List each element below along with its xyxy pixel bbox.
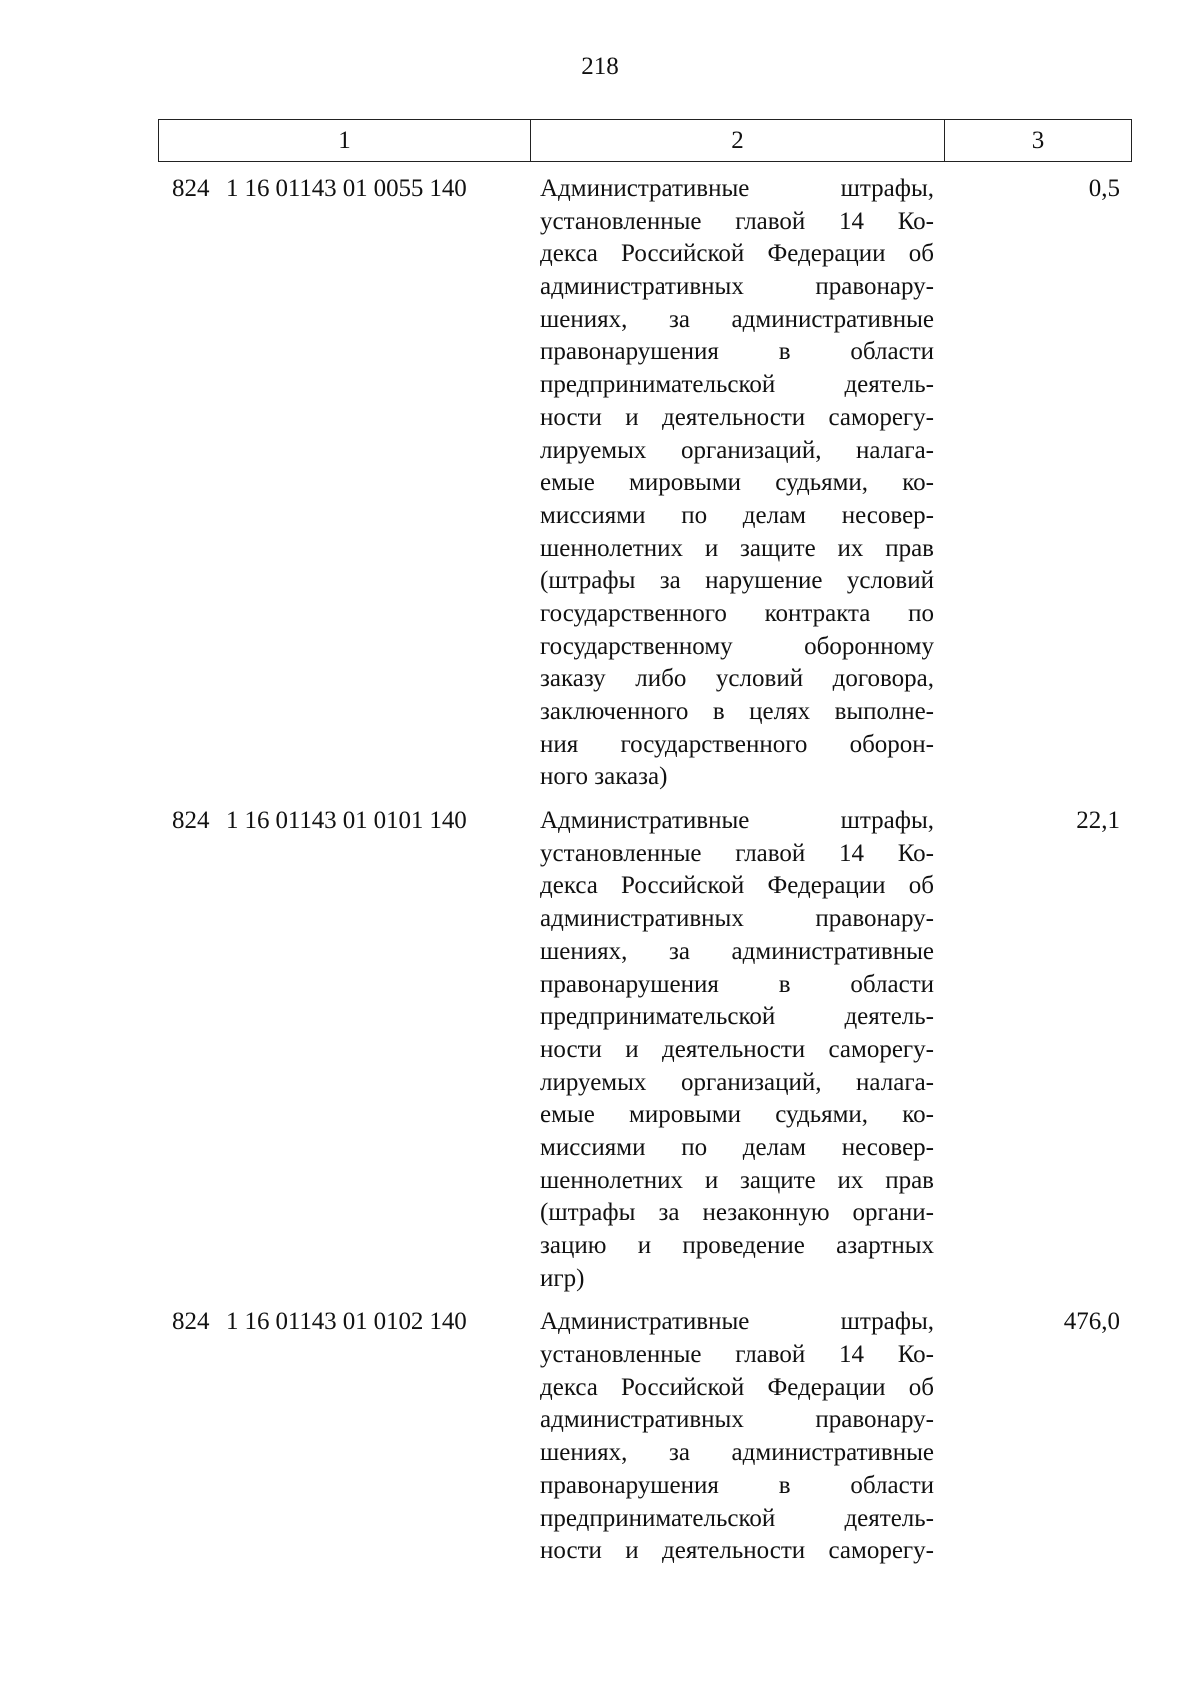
description-line: ния государственного оборон- (540, 730, 934, 758)
description-line: емые мировыми судьями, ко- (540, 1101, 934, 1129)
admin-code: 824 (172, 175, 210, 202)
description-line: декса Российской Федерации об (540, 240, 934, 268)
description-line: государственного контракта по (540, 599, 934, 627)
table-row (158, 1306, 1132, 1568)
description-line: шениях, за административные (540, 1439, 934, 1467)
budget-classification-code: 1 16 01143 01 0055 140 (226, 175, 467, 202)
admin-code: 824 (172, 807, 210, 835)
table-row (158, 173, 1132, 794)
description-line: заказу либо условий договора, (540, 665, 934, 693)
table-column-header-row (158, 119, 1132, 162)
budget-classification-code: 1 16 01143 01 0102 140 (226, 1308, 467, 1336)
code-cell (158, 173, 530, 206)
description-line: игр) (540, 1264, 585, 1292)
description-line: административных правонару- (540, 1406, 934, 1434)
description-line: миссиями по делам несовер- (540, 501, 934, 529)
description-line: правонарушения в области (540, 338, 934, 366)
page-number: 218 (581, 53, 619, 80)
description-cell (530, 173, 944, 794)
description-line: ности и деятельности саморегу- (540, 1537, 934, 1565)
code-cell (158, 1306, 530, 1339)
description-line: административных правонару- (540, 273, 934, 301)
description-line: Административные штрафы, (540, 807, 934, 835)
description-line: шениях, за административные (540, 937, 934, 965)
description-line: предпринимательской деятель- (540, 1504, 934, 1532)
description-line: установленные главой 14 Ко- (540, 839, 934, 867)
budget-classification-code: 1 16 01143 01 0101 140 (226, 807, 467, 835)
description-line: шениях, за административные (540, 305, 934, 333)
admin-code: 824 (172, 1308, 210, 1336)
description-line: декса Российской Федерации об (540, 872, 934, 900)
description-line: правонарушения в области (540, 1471, 934, 1499)
description-line: зацию и проведение азартных (540, 1232, 934, 1259)
description-line: емые мировыми судьями, ко- (540, 469, 934, 497)
description-line: лируемых организаций, налага- (540, 1068, 934, 1096)
description-line: Административные штрафы, (540, 175, 934, 202)
description-line: заключенного в целях выполне- (540, 698, 934, 725)
description-line: декса Российской Федерации об (540, 1373, 934, 1401)
description-line: ности и деятельности саморегу- (540, 403, 934, 431)
description-line: Административные штрафы, (540, 1308, 934, 1336)
description-line: предпринимательской деятель- (540, 371, 934, 399)
description-line: установленные главой 14 Ко- (540, 207, 934, 235)
table-row (158, 805, 1132, 1295)
description-line: ности и деятельности саморегу- (540, 1035, 934, 1063)
description-line: государственному оборонному (540, 632, 934, 660)
description-line: (штрафы за незаконную органи- (540, 1199, 934, 1227)
description-line: шеннолетних и защите их прав (540, 534, 934, 562)
description-line: правонарушения в области (540, 970, 934, 998)
description-line: предпринимательской деятель- (540, 1003, 934, 1031)
code-cell (158, 805, 530, 838)
amount-cell: 22,1 (1076, 807, 1120, 835)
description-line: установленные главой 14 Ко- (540, 1341, 934, 1369)
description-cell (530, 805, 944, 1295)
description-line: (штрафы за нарушение условий (540, 567, 934, 595)
amount-cell: 0,5 (1088, 175, 1120, 202)
description-line: лируемых организаций, налага- (540, 436, 934, 464)
description-line: ного заказа) (540, 763, 668, 791)
description-cell (530, 1306, 944, 1568)
table-body (158, 162, 1132, 1576)
description-line: административных правонару- (540, 905, 934, 933)
column-header-2: 2 (531, 120, 945, 161)
column-header-3: 3 (1031, 126, 1045, 154)
description-line: миссиями по делам несовер- (540, 1133, 934, 1161)
description-line: шеннолетних и защите их прав (540, 1166, 934, 1194)
amount-cell: 476,0 (1063, 1308, 1120, 1336)
column-header-1: 1 (159, 120, 531, 161)
